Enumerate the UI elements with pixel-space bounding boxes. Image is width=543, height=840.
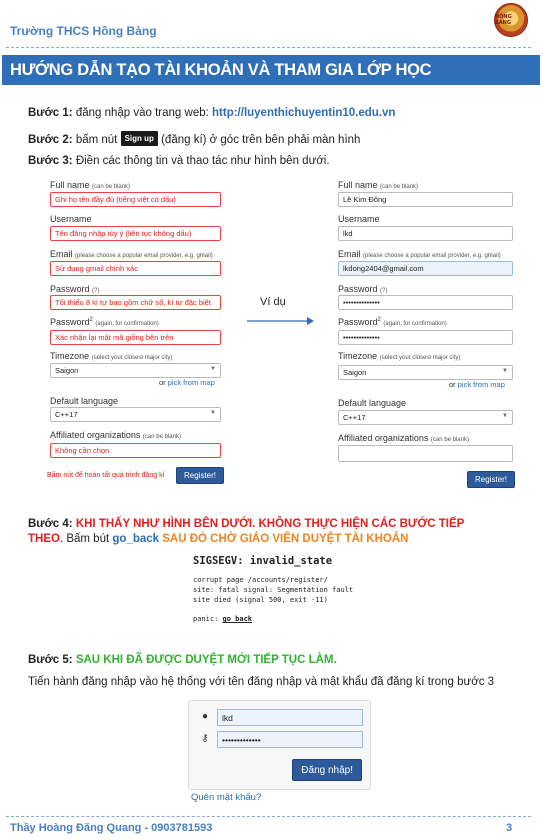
label-email: Email (please choose a popular email provider, e.g. gmail) — [50, 249, 213, 259]
error-title: SIGSEGV: invalid_state — [193, 555, 333, 567]
chevron-down-icon: ▼ — [502, 368, 508, 374]
email-input[interactable]: Sử dụng gmail chính xác — [50, 261, 221, 276]
chevron-down-icon: ▼ — [210, 410, 216, 416]
error-line: corrupt page /accounts/register/ — [193, 576, 328, 584]
label-language: Default language — [338, 398, 407, 408]
error-line: site died (signal 500, exit -11) — [193, 596, 328, 604]
chevron-down-icon: ▼ — [210, 366, 216, 372]
title-banner — [2, 55, 540, 85]
step-2-label: Bước 2: — [28, 134, 73, 146]
org-input[interactable]: Không cần chọn — [50, 443, 221, 458]
username-input[interactable]: lkd — [338, 226, 513, 241]
step-4-label: Bước 4: — [28, 518, 73, 530]
step-1 — [28, 107, 395, 119]
step-4-line2 — [28, 533, 408, 545]
step-1-text: đăng nhập vào trang web: — [72, 107, 213, 119]
language-select[interactable]: C++17 ▼ — [338, 410, 513, 425]
step-3 — [28, 155, 330, 167]
label-org: Affiliated organizations (can be blank) — [50, 430, 181, 440]
school-logo — [494, 3, 528, 37]
step-4-warning: KHI THẤY NHƯ HÌNH BÊN DƯỚI. KHÔNG THỰC HIỆN CÁC BƯỚC TIẾP — [72, 518, 465, 530]
chevron-down-icon: ▼ — [502, 413, 508, 419]
label-username: Username — [50, 214, 92, 224]
arrow-right-icon — [245, 314, 315, 328]
label-email: Email (please choose a popular email provider, e.g. gmail) — [338, 249, 501, 259]
login-username-row — [197, 709, 363, 726]
step-5-line2: Tiến hành đăng nhập vào hệ thống với tên đăng nhập và mật khẩu đã đăng kí trong bước 3 — [28, 676, 495, 688]
go-back-link[interactable]: go back — [222, 615, 253, 623]
login-password-input[interactable]: ••••••••••••• — [217, 731, 363, 748]
step-2-text-a: bấm nút — [72, 134, 121, 146]
password2-input[interactable]: Xác nhận lại mật mã giống bên trên — [50, 330, 221, 345]
step-3-text: Điền các thông tin và thao tác như hình bên dưới. — [72, 155, 330, 167]
step-4 — [28, 518, 464, 530]
timezone-select[interactable]: Saigon ▼ — [338, 365, 513, 380]
timezone-select[interactable]: Saigon ▼ — [50, 363, 221, 378]
pick-map-link[interactable]: or pick from map — [449, 380, 505, 389]
label-timezone: Timezone (select your closest major city) — [50, 351, 173, 361]
step-5-note: SAU KHI ĐÃ ĐƯỢC DUYỆT MỚI TIẾP TỤC LÀM. — [72, 654, 337, 666]
footer-divider — [6, 816, 531, 817]
label-full-name: Full name (can be blank) — [50, 180, 131, 190]
label-password2: Password$^2$ (again, for confirmation) — [50, 317, 159, 327]
email-input[interactable]: lkdong2404@gmail.com — [338, 261, 513, 276]
label-timezone: Timezone (select your closest major city) — [338, 351, 461, 361]
pick-map-link[interactable]: or pick from map — [159, 378, 215, 387]
language-select[interactable]: C++17 ▼ — [50, 407, 221, 422]
step-4-wait: SAU ĐÓ CHỜ GIÁO VIÊN DUYỆT TÀI KHOẢN — [159, 533, 409, 545]
school-name: Trường THCS Hồng Bàng — [10, 24, 157, 38]
page-number: 3 — [506, 822, 513, 834]
logo-text: HỒNG BÀNG — [495, 14, 512, 26]
label-password2: Password$^2$ (again, for confirmation) — [338, 317, 447, 327]
error-panic: panic: go back — [193, 615, 253, 623]
label-org: Affiliated organizations (can be blank) — [338, 433, 469, 443]
password-input[interactable]: Tối thiểu 8 kí tự bao gồm chữ số, kí tự đặc biệt — [50, 295, 221, 310]
full-name-input[interactable]: Lê Kim Đông — [338, 192, 513, 207]
register-hint: Bấm nút để hoàn tất quá trình đăng kí — [47, 472, 165, 479]
page-title: HƯỚNG DẪN TẠO TÀI KHOẢN VÀ THAM GIA LỚP HỌC — [10, 61, 432, 79]
example-label: Ví dụ — [260, 296, 286, 308]
label-username: Username — [338, 214, 380, 224]
username-input[interactable]: Tên đăng nhập tùy ý (liên tục không dấu) — [50, 226, 221, 241]
label-password: Password (?) — [50, 284, 100, 294]
password2-input[interactable]: •••••••••••••• — [338, 330, 513, 345]
register-button-left[interactable]: Register! — [176, 467, 224, 484]
header-divider — [6, 47, 531, 48]
step-4-text: . Bấm bút — [59, 533, 113, 545]
step-1-label: Bước 1: — [28, 107, 73, 119]
org-input[interactable] — [338, 445, 513, 462]
login-box — [188, 700, 371, 790]
step-5 — [28, 654, 337, 666]
step-3-label: Bước 3: — [28, 155, 73, 167]
site-link[interactable]: http://luyenthichuyentin10.edu.vn — [212, 107, 396, 119]
login-password-row — [197, 731, 363, 748]
key-icon: ⚷ — [201, 733, 209, 744]
register-button-right[interactable]: Register! — [467, 471, 515, 488]
label-language: Default language — [50, 396, 119, 406]
label-password: Password (?) — [338, 284, 388, 294]
step-4-warning-end: THEO — [28, 533, 60, 545]
full-name-input[interactable]: Ghi họ tên đầy đủ (tiếng việt có dấu) — [50, 192, 221, 207]
signup-button-image: Sign up — [121, 131, 158, 146]
error-line: site: fatal signal: Segmentation fault — [193, 586, 354, 594]
password-input[interactable]: •••••••••••••• — [338, 295, 513, 310]
label-full-name: Full name (can be blank) — [338, 180, 419, 190]
step-2-text-b: (đăng kí) ở góc trên bên phải màn hình — [157, 134, 361, 146]
step-5-label: Bước 5: — [28, 654, 73, 666]
user-icon: ● — [201, 711, 209, 722]
footer-author: Thầy Hoàng Đăng Quang - 0903781593 — [10, 822, 213, 834]
go-back-ref: go_back — [112, 533, 160, 545]
forgot-password-link[interactable]: Quên mật khẩu? — [191, 792, 262, 803]
login-button[interactable]: Đăng nhập! — [292, 759, 362, 781]
login-username-input[interactable]: lkd — [217, 709, 363, 726]
step-2 — [28, 131, 360, 146]
